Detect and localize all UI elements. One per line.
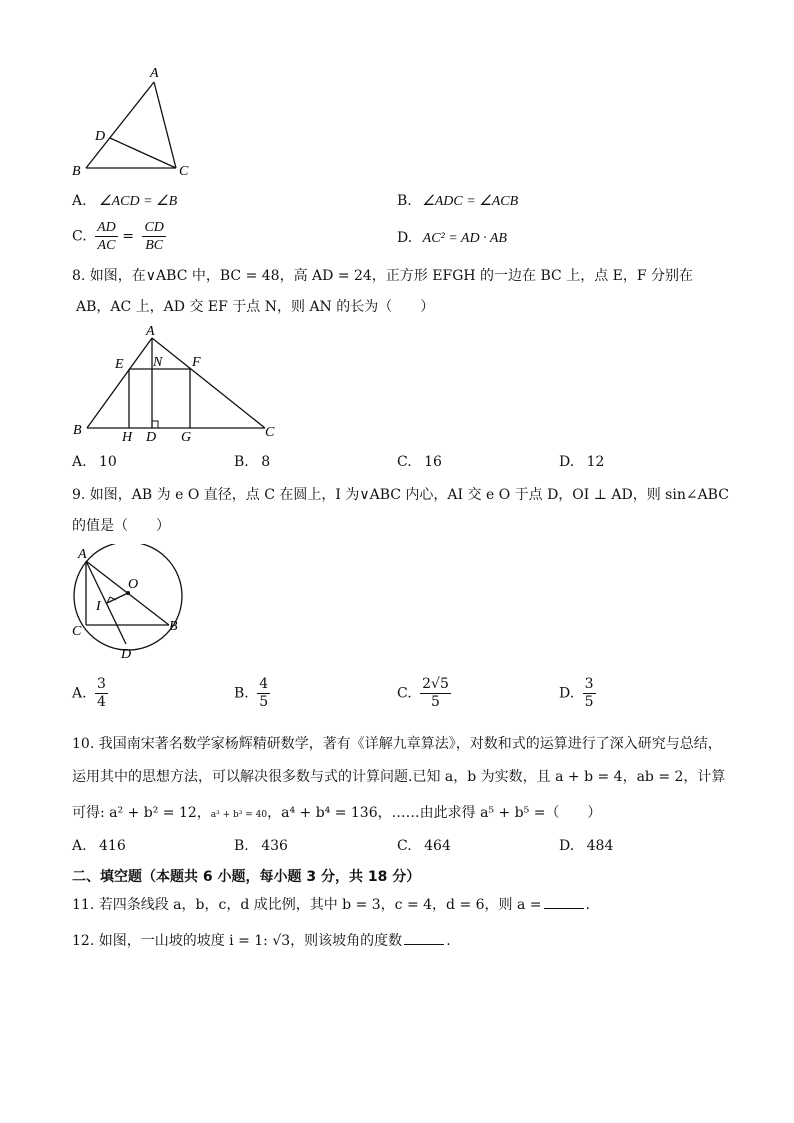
q8-option-b [234,454,270,470]
q9-option-d-den: 5 [584,694,594,710]
q7-option-a [72,193,177,210]
q8-option-a-letter: A. [72,454,87,470]
q12-end: . [446,933,451,949]
q8-label-D: D [146,430,157,445]
q9-option-b-fraction [257,676,270,711]
q9-option-c-num: 2√5 [422,676,449,692]
q8-label-N: N [153,355,163,370]
q7-option-c [72,219,166,254]
q9-option-b-num: 4 [259,676,269,692]
q12-answer-blank[interactable] [404,932,444,945]
q10-option-b-text: 436 [261,838,288,854]
q10-option-a-text: 416 [99,838,126,854]
q10-option-d [559,838,613,854]
q7-option-c-letter: C. [72,228,87,245]
q10-option-c [397,838,451,854]
q7-label-C: C [179,164,189,179]
q10-option-b [234,838,288,854]
q7-option-c-den1: AC [97,238,116,253]
q9-label-A: A [78,547,87,562]
q11-stem [72,894,590,914]
q7-option-c-num2: CD [144,220,164,235]
q9-stem-line2: 的值是（ ） [72,518,170,534]
q7-option-d-letter: D. [397,230,413,246]
q8-label-E: E [115,357,124,372]
q7-figure [66,62,206,180]
q7-option-d-text: AC² = AD · AB [422,231,507,246]
q7-option-a-letter: A. [72,193,87,209]
q8-option-a-text: 10 [99,454,117,470]
q8-option-d-letter: D. [559,454,575,470]
q9-option-d-fraction [583,676,596,711]
q8-option-d-text: 12 [586,454,605,470]
q9-option-d-letter: D. [559,685,575,702]
q8-label-H: H [122,430,133,445]
q8-label-A: A [146,324,155,339]
q9-option-d [559,676,596,711]
q8-figure [68,320,288,446]
q7-option-c-frac1 [95,219,118,254]
q10-line3-part3: ，a⁴ + b⁴ = 136，……由此求得 a⁵ + b⁵ =（ ） [267,805,602,821]
q8-label-C: C [265,425,275,440]
q9-option-c-den: 5 [431,694,440,710]
q7-option-d [397,230,507,247]
q10-stem-line3 [72,802,601,822]
q8-option-b-letter: B. [234,454,249,470]
q10-option-a [72,838,126,854]
q12-text: 12. 如图，一山坡的坡度 i = 1: √3，则该坡角的度数 [72,933,403,949]
q7-label-D: D [95,129,106,144]
q7-option-b [397,193,518,210]
q8-option-c-text: 16 [424,454,442,470]
q8-stem-line1: 8. 如图，在∨ABC 中，BC = 48，高 AD = 24，正方形 EFGH 的一边在 BC 上，点 E，F 分别在 [72,268,694,284]
q9-label-I: I [96,599,101,614]
q11-end: . [585,897,590,913]
q8-option-d [559,454,604,470]
q8-label-G: G [181,430,192,445]
q9-option-d-num: 3 [584,676,594,692]
q8-label-F: F [192,355,201,370]
q8-option-c [397,454,442,470]
q10-option-a-letter: A. [72,838,87,854]
q9-option-b-letter: B. [234,685,249,702]
q9-option-b-den: 5 [259,694,269,710]
q10-option-d-text: 484 [586,838,614,854]
q8-stem-line2: AB，AC 上，AD 交 EF 于点 N，则 AN 的长为（ ） [76,299,435,315]
q7-option-c-eq: = [122,228,134,245]
q10-line3-cube-sum: a³ + b³ = 40 [210,810,268,820]
q9-stem-line1: 9. 如图，AB 为 e O 直径，点 C 在圆上，I 为∨ABC 内心，AI 交 e O 于点 D，OI ⊥ AD，则 sin∠ABC [72,487,729,503]
q8-option-a [72,454,117,470]
q7-option-b-letter: B. [397,193,412,209]
q10-line3-part1: 可得: a² + b² = 12， [72,805,211,821]
q9-label-O: O [128,577,139,592]
q7-option-b-text: ∠ADC = ∠ACB [422,194,519,209]
q9-option-c-fraction [420,676,451,711]
q9-option-c-letter: C. [397,685,412,702]
q9-figure [66,544,196,664]
q12-stem [72,930,451,950]
q9-option-a-num: 3 [97,676,106,692]
q9-option-a-den: 4 [97,694,106,710]
q11-answer-blank[interactable] [544,896,584,909]
q9-label-D: D [121,647,132,662]
q9-label-B: B [169,619,178,634]
q10-option-b-letter: B. [234,838,249,854]
q7-option-c-frac2 [142,219,165,254]
q10-stem-line2: 运用其中的思想方法，可以解决很多数与式的计算问题.已知 a，b 为实数，且 a + b = 4，ab = 2，计算 [72,769,726,785]
q8-option-b-text: 8 [261,454,271,470]
q9-option-a-fraction [95,676,108,711]
q10-stem-line1: 10. 我国南宋著名数学家杨辉精研数学，著有《详解九章算法》，对数和式的运算进行了深入研究与总结， [72,736,722,752]
q7-label-A: A [150,66,159,81]
q7-option-a-text: ∠ACD = ∠B [99,194,178,209]
q7-option-c-den2: BC [145,238,164,253]
q9-option-a [72,676,108,711]
q11-text: 11. 若四条线段 a，b，c，d 成比例，其中 b = 3，c = 4，d = 6，则 a = [72,897,542,913]
q10-option-c-letter: C. [397,838,412,854]
q8-label-B: B [73,423,82,438]
section-heading-fill-in: 二、填空题（本题共 6 小题，每小题 3 分，共 18 分） [72,869,421,885]
q9-option-b [234,676,270,711]
q9-label-C: C [72,624,82,639]
q7-label-B: B [72,164,81,179]
q10-option-d-letter: D. [559,838,575,854]
q9-option-c [397,676,451,711]
q8-option-c-letter: C. [397,454,412,470]
q10-option-c-text: 464 [424,838,451,854]
q7-option-c-num1: AD [97,220,116,235]
q9-option-a-letter: A. [72,685,87,702]
